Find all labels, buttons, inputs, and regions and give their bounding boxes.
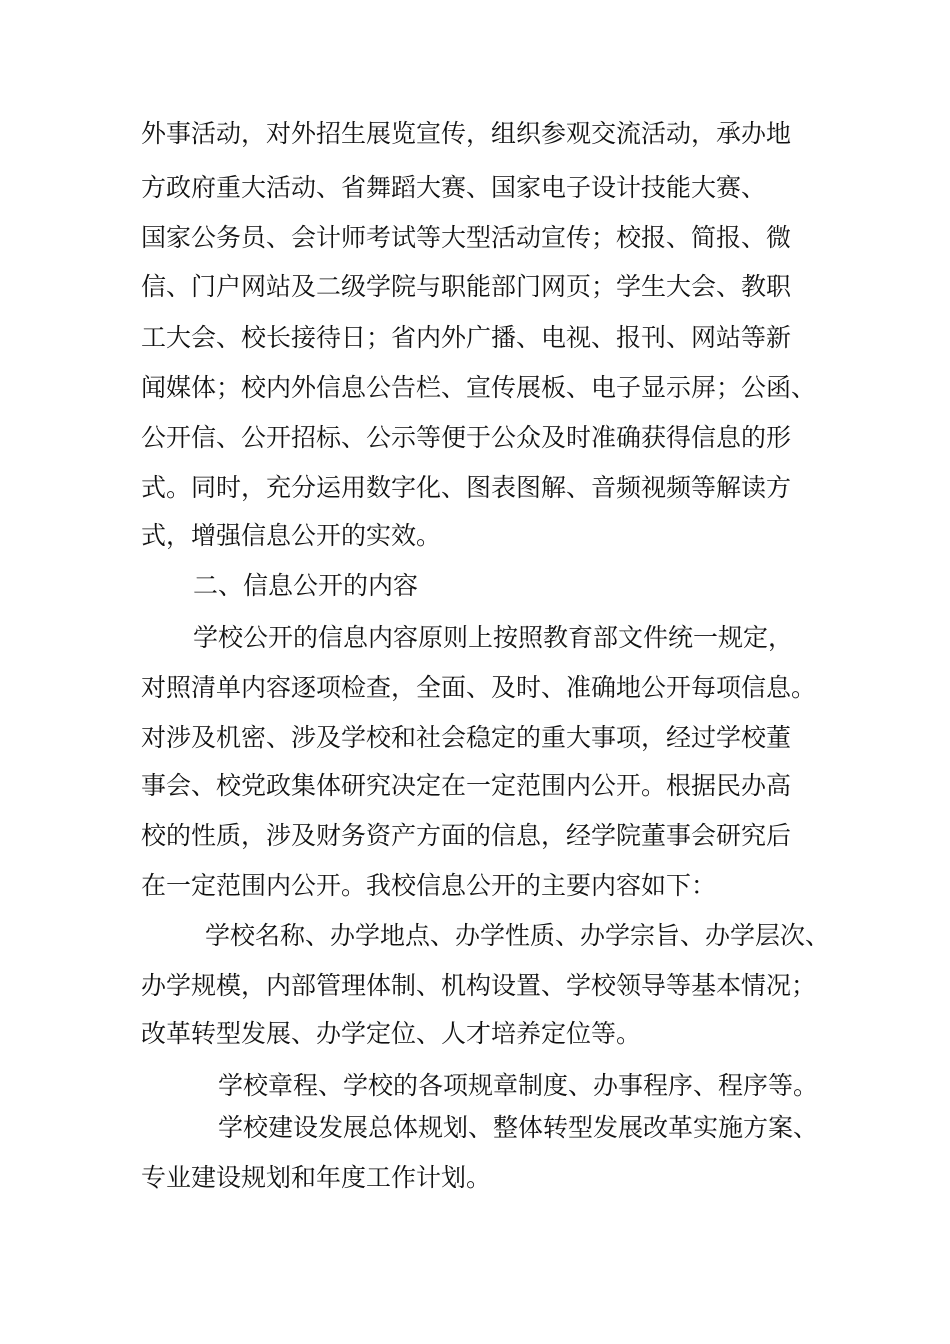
text-line: 改革转型发展、办学定位、人才培养定位等。 (141, 1019, 642, 1048)
text-line: 学校名称、办学地点、办学性质、办学宗旨、办学层次、 (205, 921, 831, 950)
text-line: 工大会、校长接待日；省内外广播、电视、报刊、网站等新 (141, 323, 792, 352)
text-line: 专业建设规划和年度工作计划。 (141, 1163, 492, 1192)
text-line: 闻媒体；校内外信息公告栏、宣传展板、电子显示屏；公函、 (141, 373, 817, 402)
text-line: 办学规模，内部管理体制、机构设置、学校领导等基本情况； (141, 971, 817, 1000)
text-line: 对涉及机密、涉及学校和社会稳定的重大事项，经过学校董 (141, 723, 792, 752)
text-line: 外事活动，对外招生展览宣传，组织参观交流活动，承办地 (141, 119, 792, 148)
text-line: 公开信、公开招标、公示等便于公众及时准确获得信息的形 (141, 423, 792, 452)
text-line: 式，增强信息公开的实效。 (141, 521, 442, 550)
text-line: 国家公务员、会计师考试等大型活动宣传；校报、简报、微 (141, 223, 792, 252)
section-heading: 二、信息公开的内容 (193, 571, 419, 600)
text-line: 对照清单内容逐项检查，全面、及时、准确地公开每项信息。 (141, 673, 817, 702)
text-line: 学校章程、学校的各项规章制度、办事程序、程序等。 (218, 1071, 819, 1100)
text-line: 在一定范围内公开。我校信息公开的主要内容如下： (141, 871, 717, 900)
text-line: 学校公开的信息内容原则上按照教育部文件统一规定， (193, 623, 794, 652)
text-line: 式。同时，充分运用数字化、图表图解、音频视频等解读方 (141, 473, 792, 502)
text-line: 学校建设发展总体规划、整体转型发展改革实施方案、 (218, 1113, 819, 1142)
text-line: 信、门户网站及二级学院与职能部门网页；学生大会、教职 (141, 272, 792, 301)
text-line: 校的性质，涉及财务资产方面的信息，经学院董事会研究后 (141, 821, 792, 850)
text-line: 方政府重大活动、省舞蹈大赛、国家电子设计技能大赛、 (141, 173, 767, 202)
text-line: 事会、校党政集体研究决定在一定范围内公开。根据民办高 (141, 771, 792, 800)
